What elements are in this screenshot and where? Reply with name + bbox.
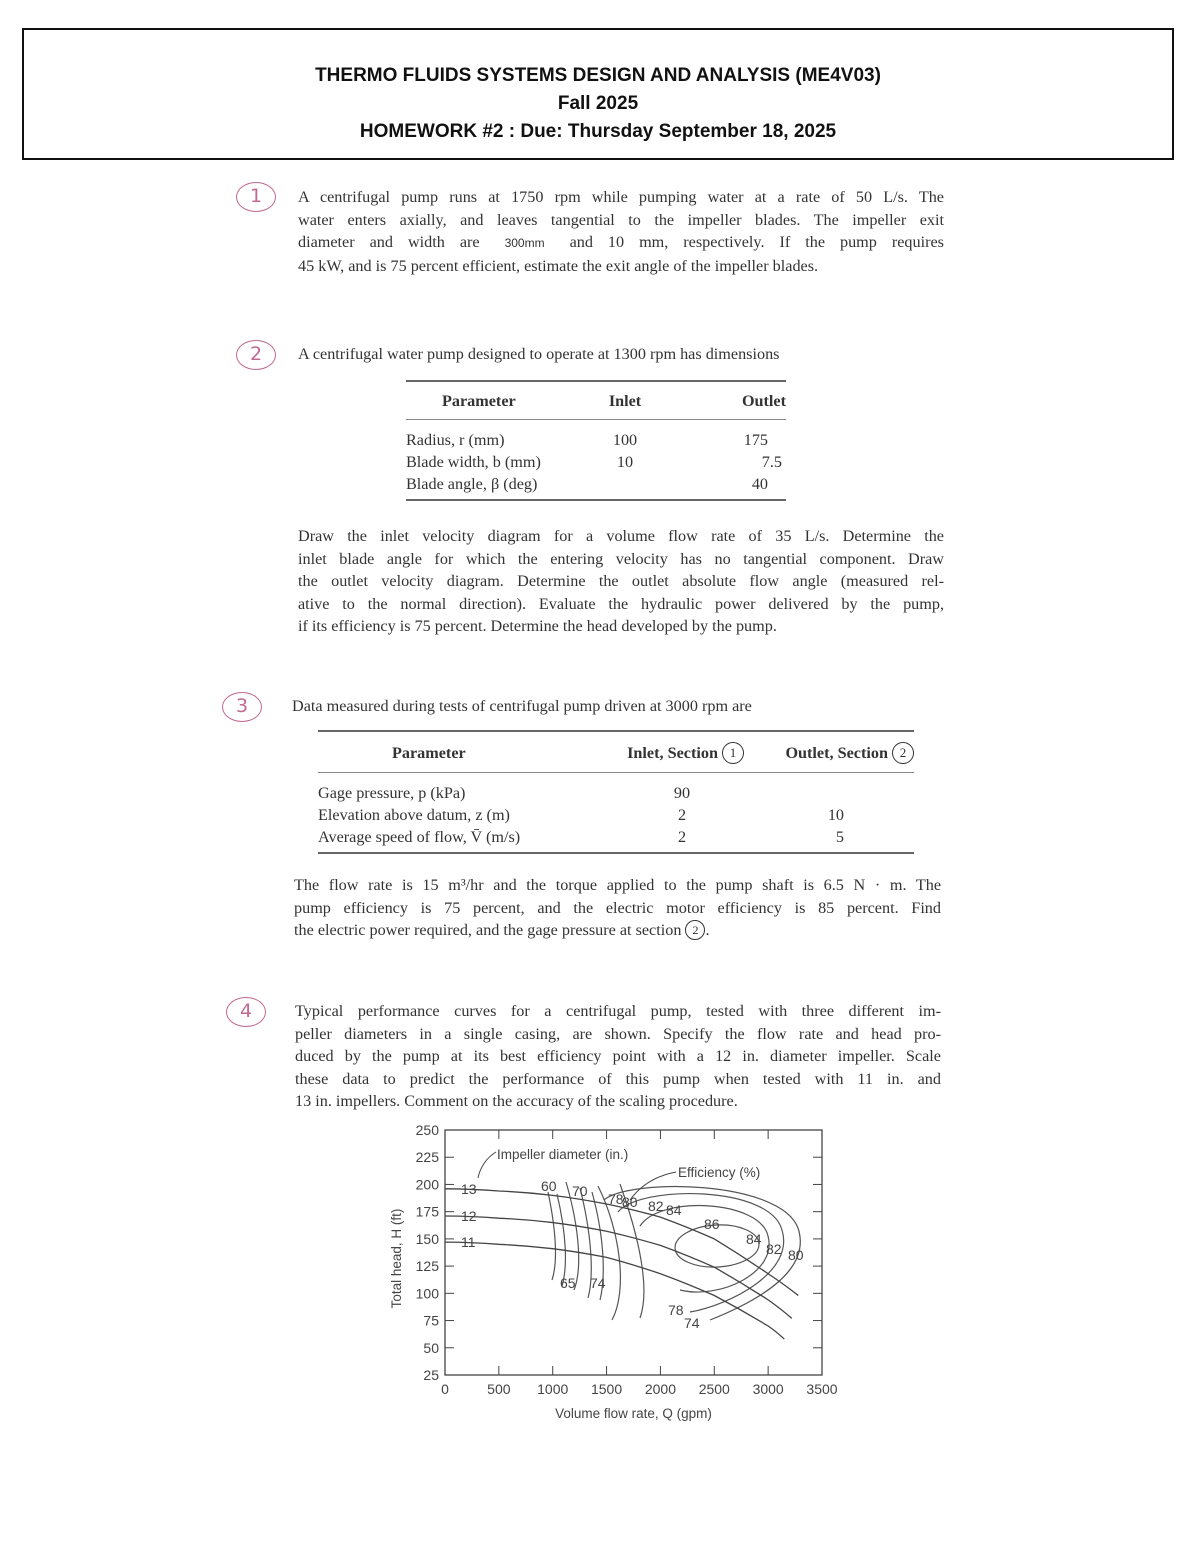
table-header: Parameter [406,381,584,420]
q3-test-data-table [318,730,914,854]
x-tick-label: 1000 [537,1381,569,1397]
course-title: THERMO FLUIDS SYSTEMS DESIGN AND ANALYSIS (ME4V03) [315,65,881,86]
q2-dimensions-table [406,380,786,501]
y-tick-label: 150 [415,1230,439,1247]
impeller-curve-13 [445,1189,798,1296]
x-tick-label: 500 [487,1381,511,1397]
question-3-intro: Data measured during tests of centrifugal pump driven at 3000 rpm are [292,697,752,715]
table-row: Average speed of flow, V̄ (m/s) 2 5 [318,826,914,853]
question-2-intro: A centrifugal water pump designed to operate at 1300 rpm has dimensions [298,345,780,363]
term: Fall 2025 [557,93,639,114]
table-header: Parameter [318,731,580,773]
efficiency-label: 74 [590,1275,606,1291]
x-tick-label: 2500 [698,1381,730,1397]
efficiency-label: 78 [608,1191,624,1207]
section-2-mark: 2 [685,920,705,940]
y-tick-label: 200 [415,1176,439,1193]
question-1-number: 1 [236,182,276,212]
q1-line-1: A centrifugal pump runs at 1750 rpm while pumping water at a rate of 50 L/s. The [298,188,944,206]
efficiency-contours [548,1182,800,1320]
efficiency-label: 80 [788,1247,804,1263]
y-tick-label: 75 [423,1312,439,1329]
y-tick-label: 50 [423,1339,439,1356]
table-header: Inlet [584,381,666,420]
question-4-text: Typical performance curves for a centrifugal pump, tested with three different im- peller diameters in a single casing, are shown. Specify the flow rate and head pro- duced by the pump at its best efficiency point with a 12 in. diameter impeller. Scale these data to predict the performance of this pump when tested with 11 in. and 13 in. impellers. Comment on the accuracy of the scaling procedure. [295,1002,941,1110]
question-3-text: The flow rate is 15 m³/hr and the torque applied to the pump shaft is 6.5 N · m. The pump efficiency is 75 percent, and the electric motor efficiency is 85 percent. Find the electric power required, and the gage pressure at section 2 . [294,876,941,939]
efficiency-label: 82 [648,1198,664,1214]
efficiency-label: 70 [572,1183,588,1199]
efficiency-legend-label: Efficiency (%) [678,1165,761,1180]
efficiency-legend-leader [630,1172,676,1200]
efficiency-label: 84 [666,1202,682,1218]
efficiency-label: 82 [766,1241,782,1257]
q1-line-4: 45 kW, and is 75 percent efficient, estimate the exit angle of the impeller blades. [298,256,819,275]
efficiency-label: 78 [668,1302,684,1318]
plot-frame [445,1130,822,1375]
x-tick-label: 3500 [806,1381,838,1397]
x-tick-label: 2000 [644,1381,677,1397]
efficiency-label: 80 [622,1194,638,1210]
q1-line-3: diameter and width are 300mm and 10 mm, respectively. If the pump requires [298,233,944,251]
header-box [22,28,1174,160]
y-tick-label: 25 [423,1367,439,1383]
x-tick-label: 3000 [752,1381,784,1397]
table-header: Outlet, Section 2 [744,731,914,773]
y-tick-label: 100 [415,1285,439,1302]
assignment-due: HOMEWORK #2 : Due: Thursday September 18, 2025 [359,121,837,142]
exit-diameter-value: 300mm [504,236,545,250]
efficiency-label: 86 [704,1216,720,1232]
efficiency-label: 65 [560,1275,576,1291]
question-2-number: 2 [236,340,276,370]
efficiency-contour-65 [548,1192,565,1286]
question-3-number: 3 [222,692,262,722]
efficiency-label: 74 [684,1315,700,1331]
y-axis-label: Total head, H (ft) [389,1208,404,1309]
impeller-legend-label: Impeller diameter (in.) [497,1147,629,1162]
impeller-legend-leader [478,1152,496,1178]
y-tick-label: 125 [415,1258,439,1275]
table-header: Inlet, Section 1 [580,731,744,773]
section-2-mark: 2 [892,742,914,764]
y-tick-label: 225 [415,1149,439,1166]
impeller-label-13: 13 [461,1180,477,1197]
efficiency-contour-74 [566,1182,603,1300]
efficiency-contour-82 [618,1194,784,1312]
question-1-text [298,186,944,277]
y-tick-label: 175 [415,1203,439,1220]
x-axis-label: Volume flow rate, Q (gpm) [555,1406,712,1421]
y-tick-label: 250 [415,1122,439,1138]
x-tick-label: 1500 [590,1381,623,1397]
table-row: Gage pressure, p (kPa) 90 [318,784,691,802]
efficiency-label: 84 [746,1231,762,1247]
impeller-label-11: 11 [461,1234,476,1251]
table-row: Elevation above datum, z (m) 2 10 [318,806,844,824]
efficiency-contour-84 [640,1206,769,1292]
table-header: Outlet [666,381,786,420]
impeller-curve-12 [445,1216,792,1318]
question-2-text: Draw the inlet velocity diagram for a volume flow rate of 35 L/s. Determine the inlet blade angle for which the entering velocity has no tangential component. Draw the outlet velocity diagram. Determine the outlet absolute flow angle (measured rel- ative to the normal direction). Evaluate the hydraulic power delivered by the pump, if its efficiency is 75 percent. Determine the head developed by the pump. [298,527,944,635]
section-1-mark: 1 [722,742,744,764]
x-tick-label: 0 [441,1381,449,1397]
impeller-curve-11 [445,1242,784,1339]
impeller-label-12: 12 [461,1208,477,1225]
efficiency-contour-78 [598,1184,644,1320]
question-4-number: 4 [226,997,266,1027]
table-row: Blade width, b (mm) 10 7.5 [406,453,782,471]
table-row: Radius, r (mm) 100 175 [406,431,768,449]
table-row: Blade angle, β (deg) 40 [406,473,786,500]
efficiency-contour-80 [604,1187,800,1320]
q1-line-2: water enters axially, and leaves tangential to the impeller blades. The impeller exit [298,210,944,229]
efficiency-contour-86 [674,1223,760,1269]
efficiency-label: 60 [541,1178,557,1194]
